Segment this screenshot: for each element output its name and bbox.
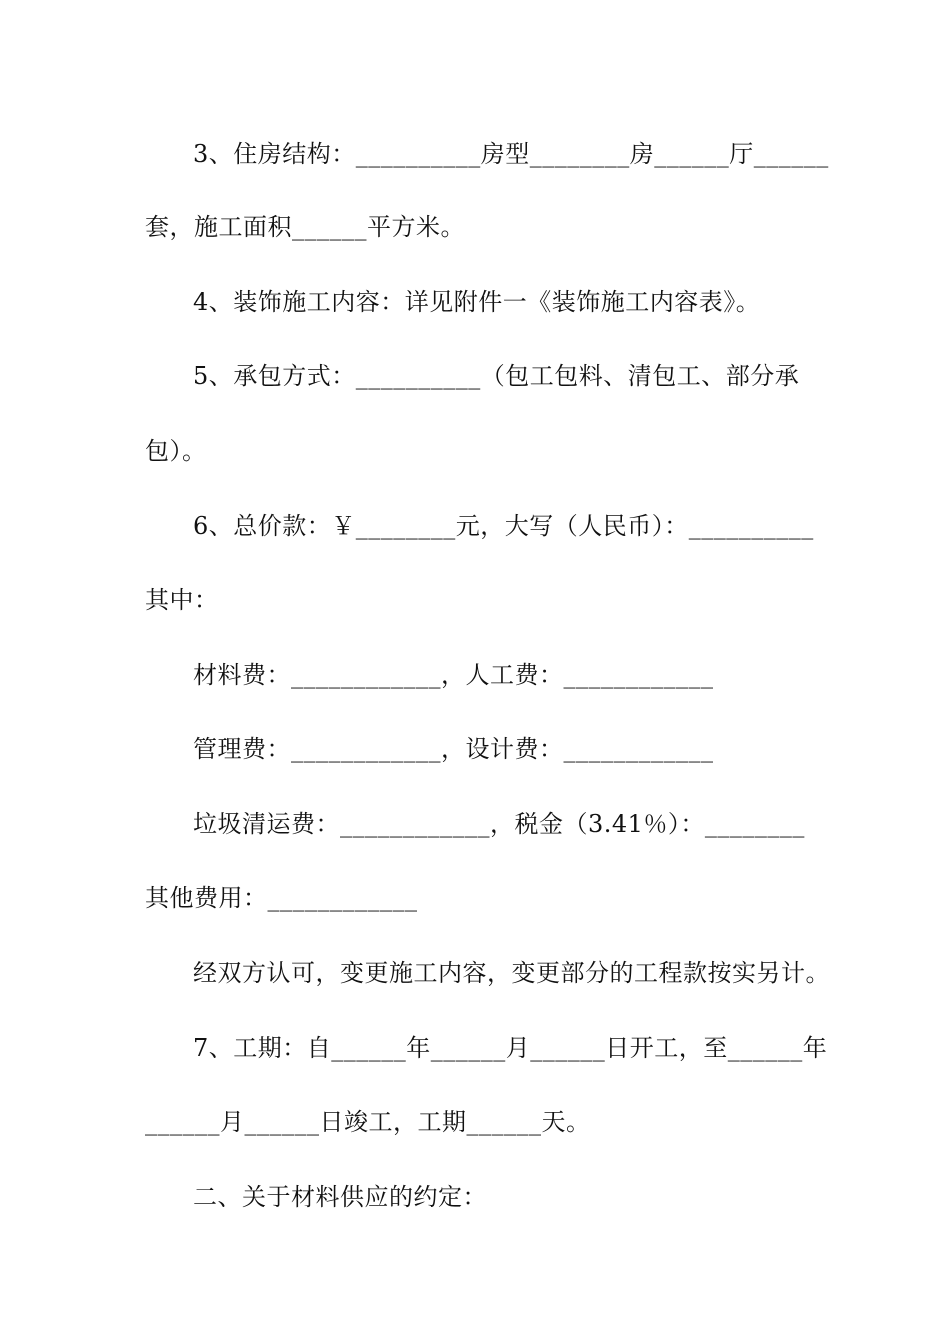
waste-tax-fee-line: 垃圾清运费：____________，税金（3.41％）：________ (193, 810, 805, 838)
material-labor-fee-line: 材料费：____________，人工费：____________ (193, 661, 714, 689)
contract-method-line: 5、承包方式：__________（包工包料、清包工、部分承 (193, 362, 800, 390)
construction-period-line: 7、工期：自______年______月______日开工，至______年 (193, 1034, 828, 1062)
of-which-line: 其中： (145, 586, 219, 614)
change-agreement-line: 经双方认可，变更施工内容，变更部分的工程款按实另计。 (193, 959, 830, 987)
construction-area-line: 套，施工面积______平方米。 (145, 213, 465, 241)
decoration-content-line: 4、装饰施工内容：详见附件一《装饰施工内容表》。 (193, 288, 761, 316)
construction-period-continuation: ______月______日竣工，工期______天。 (145, 1108, 591, 1136)
management-design-fee-line: 管理费：____________，设计费：____________ (193, 735, 714, 763)
total-price-line: 6、总价款：￥________元，大写（人民币）：__________ (193, 512, 814, 540)
section-heading-materials: 二、关于材料供应的约定： (193, 1183, 487, 1211)
other-fees-line: 其他费用：____________ (145, 884, 418, 912)
contract-method-continuation: 包）。 (145, 437, 207, 465)
housing-structure-line: 3、住房结构：__________房型________房______厅______ (193, 140, 829, 168)
